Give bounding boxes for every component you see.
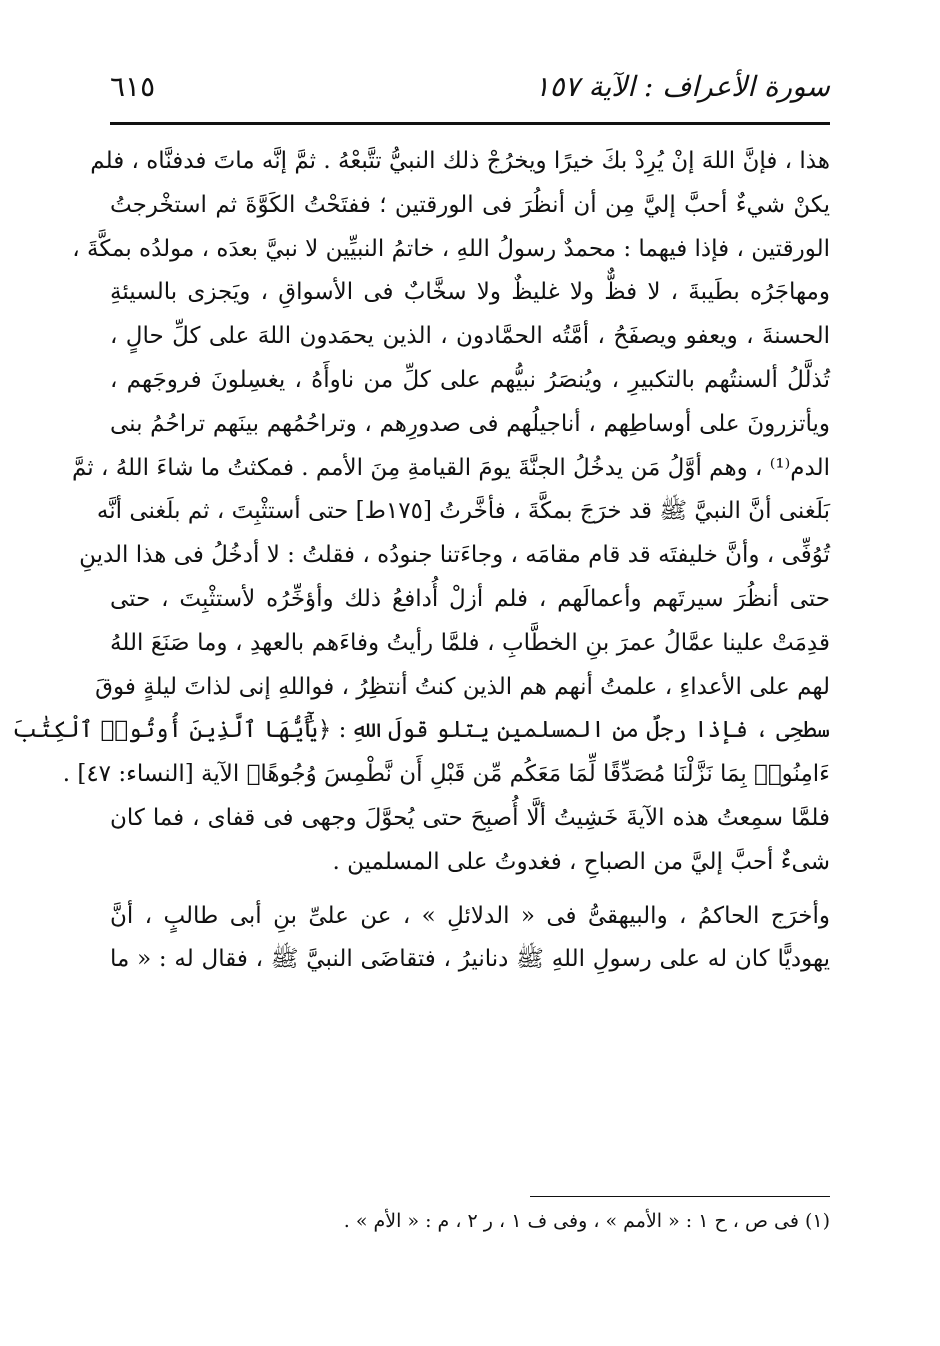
text-line: الورقتين ، فإذا فيهما : محمدٌ رسولُ اللهِ ، خاتمُ النبيِّين لا نبيَّ بعدَه ، مولدُه بمكَّةَ ، — [72, 235, 830, 262]
text-line: شىءٌ أحبَّ إليَّ من الصباحِ ، فغدوتُ على المسلمين . — [332, 848, 830, 875]
footnote: (١) فى ص ، ح ١ : « الأمم » ، وفى ف ١ ، ر ٢ ، م : « الأم » . — [343, 1210, 830, 1232]
text-line: سطحِى ، فإذا رجلٌ من المسلمين يتلو قولَ اللهِ : ﴿يَٰٓأَيُّهَا ٱلَّذِينَ أُوتُوا۟ ٱلْكِتَٰبَ — [12, 717, 830, 744]
text-line: هذا ، فإنَّ اللهَ إنْ يُرِدْ بكَ خيرًا ويخرُجْ ذلك النبيُّ تتَّبعْهُ . ثمَّ إنَّه ماتَ فدفنَّاه ، فلم — [90, 148, 830, 174]
text-line: ءَامِنُوا۟ بِمَا نَزَّلْنَا مُصَدِّقًا لِّمَا مَعَكُم مِّن قَبْلِ أَن نَّطْمِسَ وُجُوهًا﴾ الآية [النساء: ٤٧] . — [62, 761, 830, 788]
text-line: الحسنةَ ، ويعفو ويصفَحُ ، أمَّتُه الحمَّادون ، الذين يحمَدون اللهَ على كلِّ حالٍ ، — [110, 323, 830, 350]
paragraph-1 — [12, 140, 830, 885]
paragraph-gap — [110, 885, 830, 895]
text-line: فلمَّا سمِعتُ هذه الآيةَ خَشِيتُ ألَّا أُصبِحَ حتى يُحوَّلَ وجهى فى قفاى ، فما كان — [110, 804, 830, 831]
text-line: قدِمَتْ علينا عمَّالُ عمرَ بنِ الخطَّابِ ، فلمَّا رأيتُ وفاءَهم بالعهدِ ، وما صَنَعَ اللهُ — [110, 629, 830, 656]
text-line: وأخرَج الحاكمُ ، والبيهقىُّ فى « الدلائلِ » ، عن علىِّ بنِ أبى طالبٍ ، أنَّ — [110, 902, 830, 929]
text-line: لهم على الأعداءِ ، علمتُ أنهم هم الذين كنتُ أنتظِرُ ، فواللهِ إنى لذاتَ ليلةٍ فوقَ — [95, 673, 830, 700]
paragraph-2 — [110, 895, 830, 983]
text-line: يكنْ شيءٌ أحبَّ إليَّ مِن أن أنظُرَ فى الورقتين ؛ ففتَحْتُ الكَوَّةَ ثم استخْرجتُ — [110, 191, 830, 218]
page-header — [110, 62, 830, 112]
header-rule — [110, 122, 830, 125]
text-line: بَلَغنى أنَّ النبيَّ ﷺ قد خرَجَ بمكَّةَ ، فأخَّرتُ [١٧٥ط] حتى أستثْبِتَ ، ثم بلَغنى أنَّه — [96, 498, 830, 525]
footnote-rule — [530, 1196, 830, 1197]
text-line: ويأتزرونَ على أوساطِهم ، أناجيلُهم فى صدورِهم ، وتراحُمُهم بينَهم تراحُمُ بنى — [110, 410, 830, 437]
text-line: حتى أنظُرَ سيرتَهم وأعمالَهم ، فلم أزلْ أُدافعُ ذلك وأؤخِّرُه لأستثْبِتَ ، حتى — [110, 585, 830, 612]
text-line: تُوُفِّى ، وأنَّ خليفتَه قد قام مقامَه ، وجاءَتنا جنودُه ، فقلتُ : لا أدخُلُ فى هذا الدينِ — [79, 542, 830, 569]
text-line: تُذلَّلُ ألسنتُهم بالتكبيرِ ، ويُنصَرُ نبيُّهم على كلِّ من ناوأَهُ ، يغسِلونَ فروجَهم ، — [110, 366, 830, 393]
page-number: ٦١٥ — [110, 70, 156, 103]
running-title: سورة الأعراف : الآية ١٥٧ — [534, 70, 830, 103]
text-line: الدم⁽¹⁾ ، وهم أوَّلُ مَن يدخُلُ الجنَّةَ يومَ القيامةِ مِنَ الأمم . فمكثتُ ما شاءَ اللهُ ، ثمَّ — [71, 454, 830, 481]
body-text — [12, 140, 830, 982]
text-line: ومهاجَرُه بطَيبةَ ، لا فظٌّ ولا غليظٌ ولا سخَّابٌ فى الأسواقِ ، ويَجزى بالسيئةِ — [110, 279, 830, 306]
text-line: يهوديًّا كان له على رسولِ اللهِ ﷺ دنانيرُ ، فتقاضَى النبيَّ ﷺ ، فقال له : « ما — [110, 946, 830, 973]
